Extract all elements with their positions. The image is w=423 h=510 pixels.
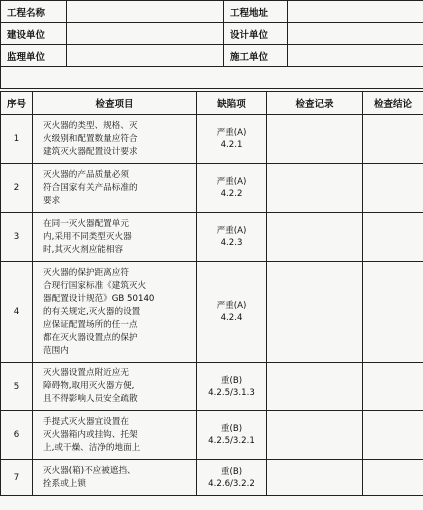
inspection-item <box>33 213 197 262</box>
builder-unit-value[interactable] <box>288 45 423 67</box>
construction-unit-label: 建设单位 <box>1 23 67 45</box>
col-header-conclusion: 检查结论 <box>363 92 423 115</box>
inspection-item-line: 都在灭火器设置点的保护 <box>43 332 138 343</box>
inspection-item-line: 灭火器设置点附近应无 <box>43 368 129 378</box>
check-record-cell[interactable] <box>267 213 363 262</box>
row-number: 1 <box>1 115 33 164</box>
inspection-item-line: 灭火器的保护距离应符 <box>43 267 129 278</box>
row-number: 4 <box>1 262 33 363</box>
check-conclusion-cell[interactable] <box>363 411 423 460</box>
inspection-item-line: 符合国家有关产品标准的 <box>43 182 138 193</box>
project-info-table <box>0 0 423 89</box>
check-conclusion-cell[interactable] <box>363 115 423 164</box>
defect-clause: 4.2.1 <box>220 140 243 150</box>
inspection-table <box>0 91 423 496</box>
table-row <box>1 115 423 164</box>
construction-row <box>1 23 423 45</box>
design-unit-value[interactable] <box>288 23 423 45</box>
project-address-label: 工程地址 <box>224 1 288 23</box>
defect-level: 严重(A) <box>216 177 247 187</box>
row-number: 3 <box>1 213 33 262</box>
inspection-item-line: 上,或干燥、洁净的地面上 <box>43 442 141 453</box>
supervision-unit-value[interactable] <box>67 45 224 67</box>
design-unit-label: 设计单位 <box>224 23 288 45</box>
check-conclusion-cell[interactable] <box>363 262 423 363</box>
spacer-cell <box>1 67 423 89</box>
inspection-item-line: 应保证配置场所的任一点 <box>43 319 138 330</box>
table-header-row <box>1 92 423 115</box>
table-row <box>1 164 423 213</box>
check-record-cell[interactable] <box>267 262 363 363</box>
supervision-row <box>1 45 423 67</box>
check-conclusion-cell[interactable] <box>363 213 423 262</box>
check-record-cell[interactable] <box>267 411 363 460</box>
inspection-item-line: 要求 <box>43 195 61 206</box>
defect-clause: 4.2.3 <box>220 238 243 248</box>
col-header-record: 检查记录 <box>267 92 363 115</box>
defect-cell <box>197 164 267 213</box>
row-number: 5 <box>1 363 33 411</box>
inspection-item-line: 内,采用不同类型灭火器 <box>43 231 132 242</box>
inspection-item-line: 的有关规定,灭火器的设置 <box>43 306 141 317</box>
inspection-item <box>33 460 197 496</box>
defect-clause: 4.2.4 <box>220 313 243 323</box>
check-conclusion-cell[interactable] <box>363 460 423 496</box>
table-row <box>1 460 423 496</box>
project-name-value[interactable] <box>67 1 224 23</box>
defect-cell <box>197 460 267 496</box>
check-record-cell[interactable] <box>267 460 363 496</box>
table-row <box>1 262 423 363</box>
defect-cell <box>197 213 267 262</box>
defect-clause: 4.2.5/3.2.1 <box>208 436 255 446</box>
inspection-item <box>33 262 197 363</box>
inspection-item-line: 合现行国家标准《建筑灭火 <box>43 280 147 291</box>
inspection-item-line: 灭火器(箱)不应被遮挡、 <box>43 465 136 476</box>
defect-clause: 4.2.6/3.2.2 <box>208 478 255 489</box>
project-address-value[interactable] <box>288 1 423 23</box>
row-number: 7 <box>1 460 33 496</box>
defect-level: 重(B) <box>220 375 243 386</box>
table-row <box>1 213 423 262</box>
spacer-row <box>1 67 423 89</box>
inspection-item <box>33 363 197 411</box>
defect-level: 严重(A) <box>216 128 247 138</box>
table-row <box>1 363 423 411</box>
construction-unit-value[interactable] <box>67 23 224 45</box>
defect-level: 严重(A) <box>216 301 247 311</box>
defect-clause: 4.2.5/3.1.3 <box>208 387 255 398</box>
inspection-item-line: 范围内 <box>43 345 69 356</box>
inspection-item-line: 在同一灭火器配置单元 <box>43 218 129 229</box>
defect-cell <box>197 411 267 460</box>
col-header-item: 检查项目 <box>33 92 197 115</box>
project-name-label: 工程名称 <box>1 1 67 23</box>
inspection-item-line: 手提式灭火器宜设置在 <box>43 416 129 427</box>
inspection-item <box>33 115 197 164</box>
defect-cell <box>197 115 267 164</box>
defect-level: 严重(A) <box>216 226 247 236</box>
inspection-item-line: 灭火器的类型、规格、灭 <box>43 120 138 131</box>
col-header-no: 序号 <box>1 92 33 115</box>
inspection-item-line: 拴系或上锁 <box>43 478 86 489</box>
col-header-defect: 缺陷项 <box>197 92 267 115</box>
check-record-cell[interactable] <box>267 164 363 213</box>
inspection-item-line: 灭火器箱内或挂钩、托架 <box>43 429 138 440</box>
table-body <box>1 115 423 496</box>
inspection-item-line: 障碍物,取用灭火器方便, <box>43 381 135 391</box>
project-row <box>1 1 423 23</box>
inspection-item-line: 器配置设计规范》GB 50140 <box>43 293 155 304</box>
check-record-cell[interactable] <box>267 115 363 164</box>
defect-clause: 4.2.2 <box>220 189 243 199</box>
check-record-cell[interactable] <box>267 363 363 411</box>
builder-unit-label: 施工单位 <box>224 45 288 67</box>
inspection-item-line: 建筑灭火器配置设计要求 <box>43 146 138 157</box>
inspection-item <box>33 411 197 460</box>
inspection-item-line: 火级别和配置数量应符合 <box>43 133 138 144</box>
check-conclusion-cell[interactable] <box>363 164 423 213</box>
inspection-item-line: 且不得影响人员安全疏散 <box>43 394 138 404</box>
inspection-item-line: 灭火器的产品质量必须 <box>43 169 129 180</box>
defect-cell <box>197 363 267 411</box>
inspection-item <box>33 164 197 213</box>
table-row <box>1 411 423 460</box>
defect-level: 重(B) <box>220 424 243 434</box>
row-number: 2 <box>1 164 33 213</box>
defect-level: 重(B) <box>220 466 243 477</box>
check-conclusion-cell[interactable] <box>363 363 423 411</box>
row-number: 6 <box>1 411 33 460</box>
inspection-item-line: 时,其灭火剂应能相容 <box>43 244 124 255</box>
supervision-unit-label: 监理单位 <box>1 45 67 67</box>
defect-cell <box>197 262 267 363</box>
